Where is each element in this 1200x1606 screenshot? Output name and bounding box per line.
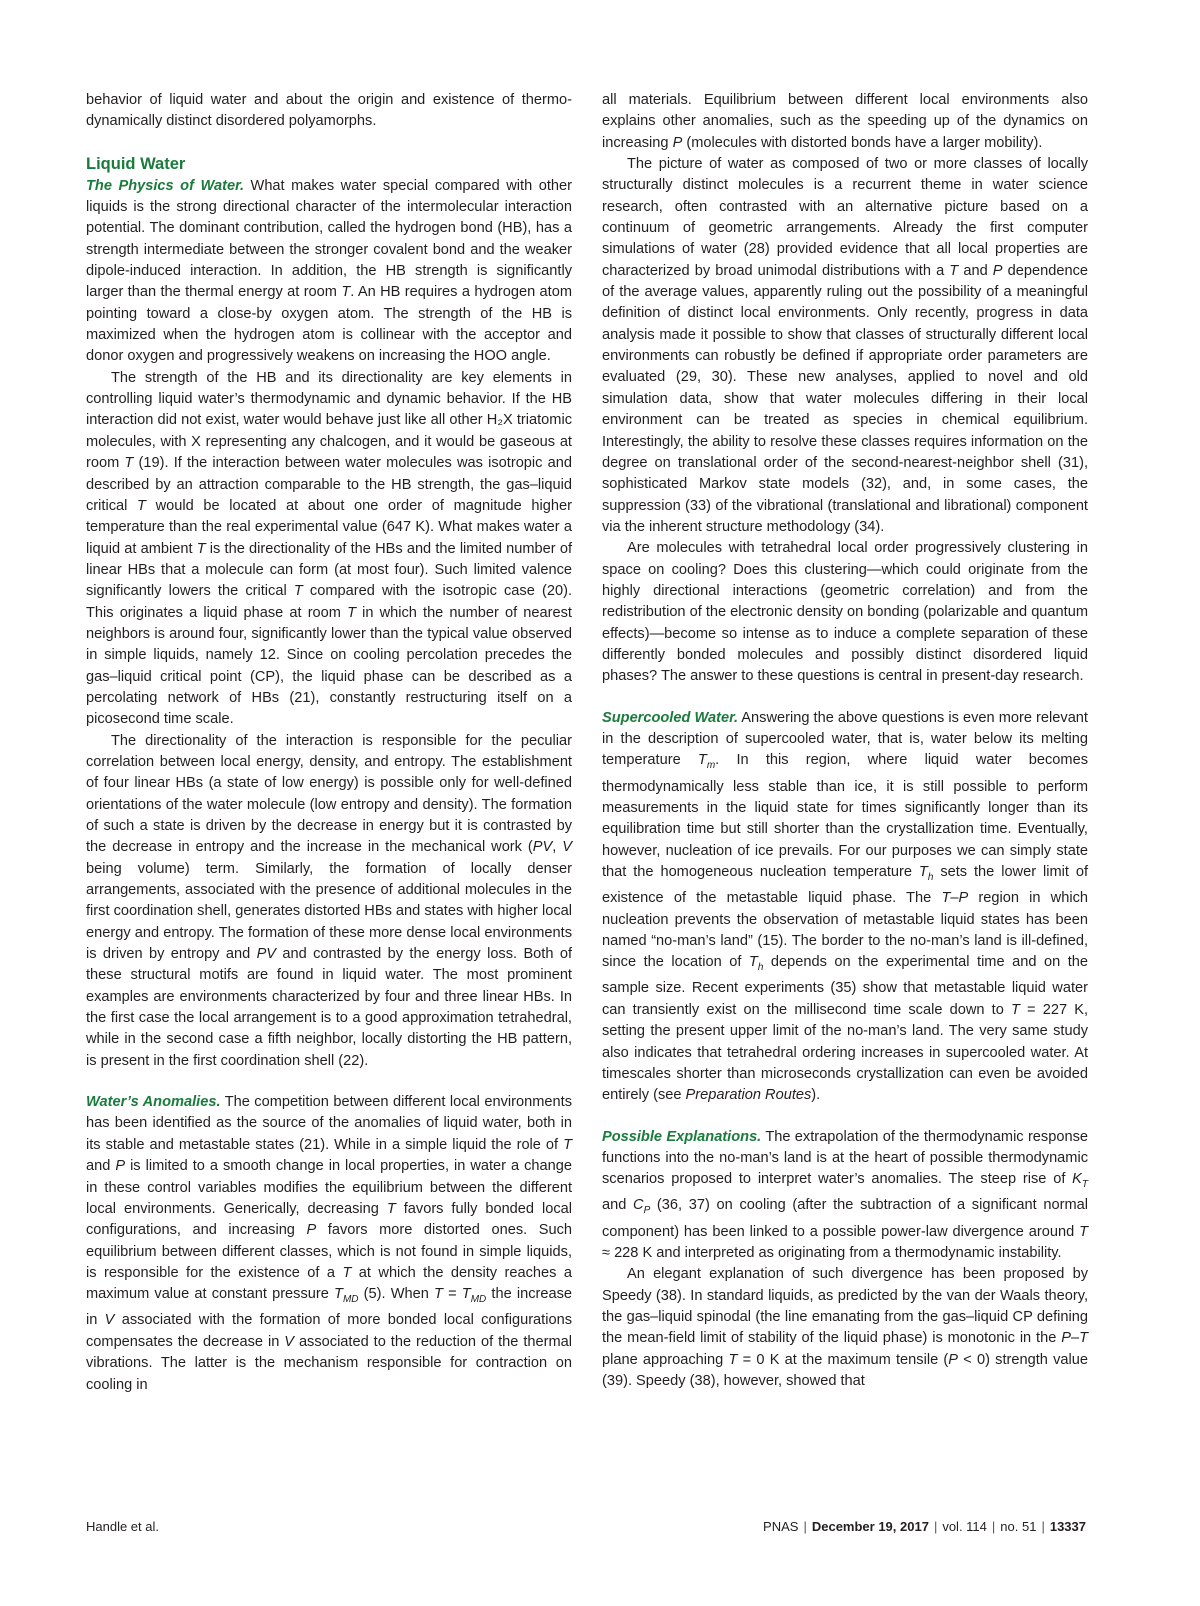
supercooled-text: Answering the above questions is even more relevant in the description of supercooled water, that is, water below its melting temperature $T_m$. In this region, where liquid water becomes thermodynamically less stable than ice, it is still possible to perform measurements in the liquid state for times significantly longer than its equilibration time but still shorter than the crystallization time. Eventually, however, nucleation of ice prevails. For our purposes we can simply state that the homogeneous nucleation temperature $T_h$ sets the lower limit of existence of the metastable liquid phase. The T–P region in which nucleation prevents the observation of metastable liquid states has been named “no-man’s land” (15). The border to the no-man’s land is ill-defined, since the location of $T_h$ depends on the experimental time and on the sample size. Recent experiments (35) show that metastable liquid water can transiently exist on the millisecond time scale down to T = 227 K, setting the present upper limit of the no-man’s land. The very same study also indicates that tetrahedral ordering increases in supercooled water. At timescales shorter than microseconds crystallization can even be avoided entirely (see Preparation Routes). bbox=[602, 709, 1089, 1104]
paragraph-possible-explanations bbox=[602, 1127, 1088, 1265]
left-paragraph-intro: behavior of liquid water and about the origin and existence of thermodynamically distinct disordered polyamorphs. bbox=[86, 92, 572, 130]
possible-text-2: An elegant explanation of such divergence has been proposed by Speedy (38). In standard liquids, as predicted by the van der Waals theory, the gas–liquid spinodal (the line emanating from the gas–liquid CP defining the mean-field limit of stability of the liquid phase) is monotonic in the P–T plane approaching T = 0 K at the maximum tensile (P < 0) strength value (39). Speedy (38), however, showed that bbox=[602, 1266, 1088, 1390]
subheading-waters-anomalies: Water’s Anomalies. bbox=[86, 1094, 221, 1111]
right-paragraph-continued: all materials. Equilibrium between different local environments also explains other anomalies, such as the speeding up of the dynamics on increasing P (molecules with distorted bonds have a larger mobility). bbox=[602, 92, 1088, 151]
physics-text-1: What makes water special compared with other liquids is the strong directional character of the intermolecular interaction potential. The dominant contribution, called the hydrogen bond (HB), has a strength intermediate between the stronger covalent bond and the weaker dipole-induced interaction. In addition, the HB strength is significantly larger than the thermal energy at room T. An HB requires a hydrogen atom pointing toward a close-by oxygen atom. The strength of the HB is maximized when the hydrogen atom is collinear with the acceptor and donor oxygen and progressively weakens on increasing the HOO angle. bbox=[86, 177, 573, 365]
left-column bbox=[86, 90, 572, 1396]
footer-authors: Handle et al. bbox=[86, 1519, 159, 1534]
section-heading-liquid-water: Liquid Water bbox=[86, 154, 186, 173]
footer-issue: no. 51 bbox=[1000, 1519, 1037, 1534]
right-paragraph-clustering: Are molecules with tetrahedral local order progressively clustering in space on cooling? Does this clustering—which could originate from the highly directional interactions (geometric correlation) and from the redistribution of the electronic density on bonding (polarizable and quantum effects)—become so intense as to induce a complete separation of these differently bonded molecules and possibly distinct disordered liquid phases? The answer to these questions is central in present-day research. bbox=[602, 540, 1088, 685]
subheading-possible-explanations: Possible Explanations. bbox=[602, 1128, 762, 1145]
physics-text-3: The directionality of the interaction is responsible for the peculiar correlation between local energy, density, and entropy. The establishment of four linear HBs (a state of low energy) is possible only for well-defined orientations of the water molecule (low entropy and density). The formation of such a state is driven by the decrease in energy but it is contrasted by the decrease in entropy and the increase in the mechanical work (PV, V being volume) term. Similarly, the formation of locally denser arrangements, associated with the presence of additional molecules in the first coordination shell, generates distorted HBs and states with higher local energy and entropy. The formation of these more dense local environments is driven by entropy and PV and contrasted by the energy loss. Both of these structural motifs are found in liquid water. The most prominent examples are environments characterized by four and three linear HBs. In the first case the local arrangement is to a good approximation tetrahedral, while in the second case a fifth neighbor, locally distorting the HB pattern, is present in the first coordination shell (22). bbox=[86, 732, 573, 1069]
footer-date: December 19, 2017 bbox=[811, 1519, 929, 1534]
paragraph-anomalies bbox=[86, 1092, 572, 1396]
subheading-supercooled-water: Supercooled Water. bbox=[602, 709, 739, 726]
right-paragraph-classes: The picture of water as composed of two or more classes of locally structurally distinct molecules is a recurrent theme in water science research, often contrasted with an alternative picture based on a continuum of geometric arrangements. Already the first computer simulations of water (28) provided evidence that all local properties are characterized by broad unimodal distributions with a T and P dependence of the average values, apparently ruling out the possibility of a meaningful definition of distinct local environments. Only recently, progress in data analysis made it possible to show that classes of structurally different local environments can robustly be defined if appropriate order parameters are evaluated (29, 30). These new analyses, applied to novel and old simulation data, show that water molecules differing in their local environment can be treated as species in chemical equilibrium. Interestingly, the ability to resolve these classes requires information on the degree on translational order of the second-nearest-neighbor shell (31), sophisticated Markov state models (32), and, in some cases, the suppression (33) of the vibrational (translational and librational) component via the inherent structure methodology (34). bbox=[602, 156, 1088, 535]
paragraph-supercooled bbox=[602, 708, 1088, 1107]
footer-volume: vol. 114 bbox=[942, 1519, 987, 1534]
possible-text-1: The extrapolation of the thermodynamic response functions into the no-man’s land is at the heart of possible thermodynamic scenarios proposed to interpret water’s anomalies. The steep rise of $K_T$ and $C_P$ (36, 37) on cooling (after the subtraction of a significant normal component) has been linked to a possible power-law divergence around T ≈ 228 K and interpreted as originating from a thermodynamic instability. bbox=[602, 1128, 1088, 1262]
footer-citation: PNAS | December 19, 2017 | vol. 114 | no. 51 | 13337 bbox=[763, 1519, 1086, 1534]
anomalies-text: The competition between different local environments has been identified as the source of the anomalies of liquid water, both in its stable and metastable states (21). While in a simple liquid the role of T and P is limited to a smooth change in local properties, in water a change in these control variables modifies the equilibrium between the different local environments. Generically, decreasing T favors fully bonded local configurations, and increasing P favors more distorted ones. Such equilibrium between different classes, which is not found in simple liquids, is responsible for the existence of a T at which the density reaches a maximum value at constant pressure $T_{MD}$ (5). When $T = T_{MD}$ the increase in V associated with the formation of more bonded local configurations compensates the decrease in V associated to the reduction of the thermal vibrations. The latter is the mechanism responsible for contraction on cooling in bbox=[86, 1094, 573, 1393]
physics-text-2: The strength of the HB and its directionality are key elements in controlling liquid water’s thermodynamic and dynamic behavior. If the HB interaction did not exist, water would behave just like all other H₂X triatomic molecules, with X representing any chalcogen, and it would be gaseous at room T (19). If the interaction between water molecules was isotropic and described by an attraction comparable to the HB strength, the gas–liquid critical T would be located at about one order of magnitude higher temperature than the real experimental value (647 K). What makes water a liquid at ambient T is the directionality of the HBs and the limited number of linear HBs that a molecule can form (at most four). Such limited valence significantly lowers the critical T compared with the isotropic case (20). This originates a liquid phase at room T in which the number of nearest neighbors is around four, significantly lower than the typical value observed in simple liquids, namely 12. Since on cooling percolation precedes the gas–liquid critical point (CP), the liquid phase can be described as a percolating network of HBs (21), constantly restructuring itself on a picosecond time scale. bbox=[86, 369, 573, 728]
subheading-physics-of-water: The Physics of Water. bbox=[86, 177, 245, 194]
footer-journal: PNAS bbox=[763, 1519, 799, 1534]
footer-page: 13337 bbox=[1049, 1519, 1086, 1534]
paragraph-physics-of-water bbox=[86, 176, 572, 368]
right-column bbox=[602, 90, 1088, 1392]
